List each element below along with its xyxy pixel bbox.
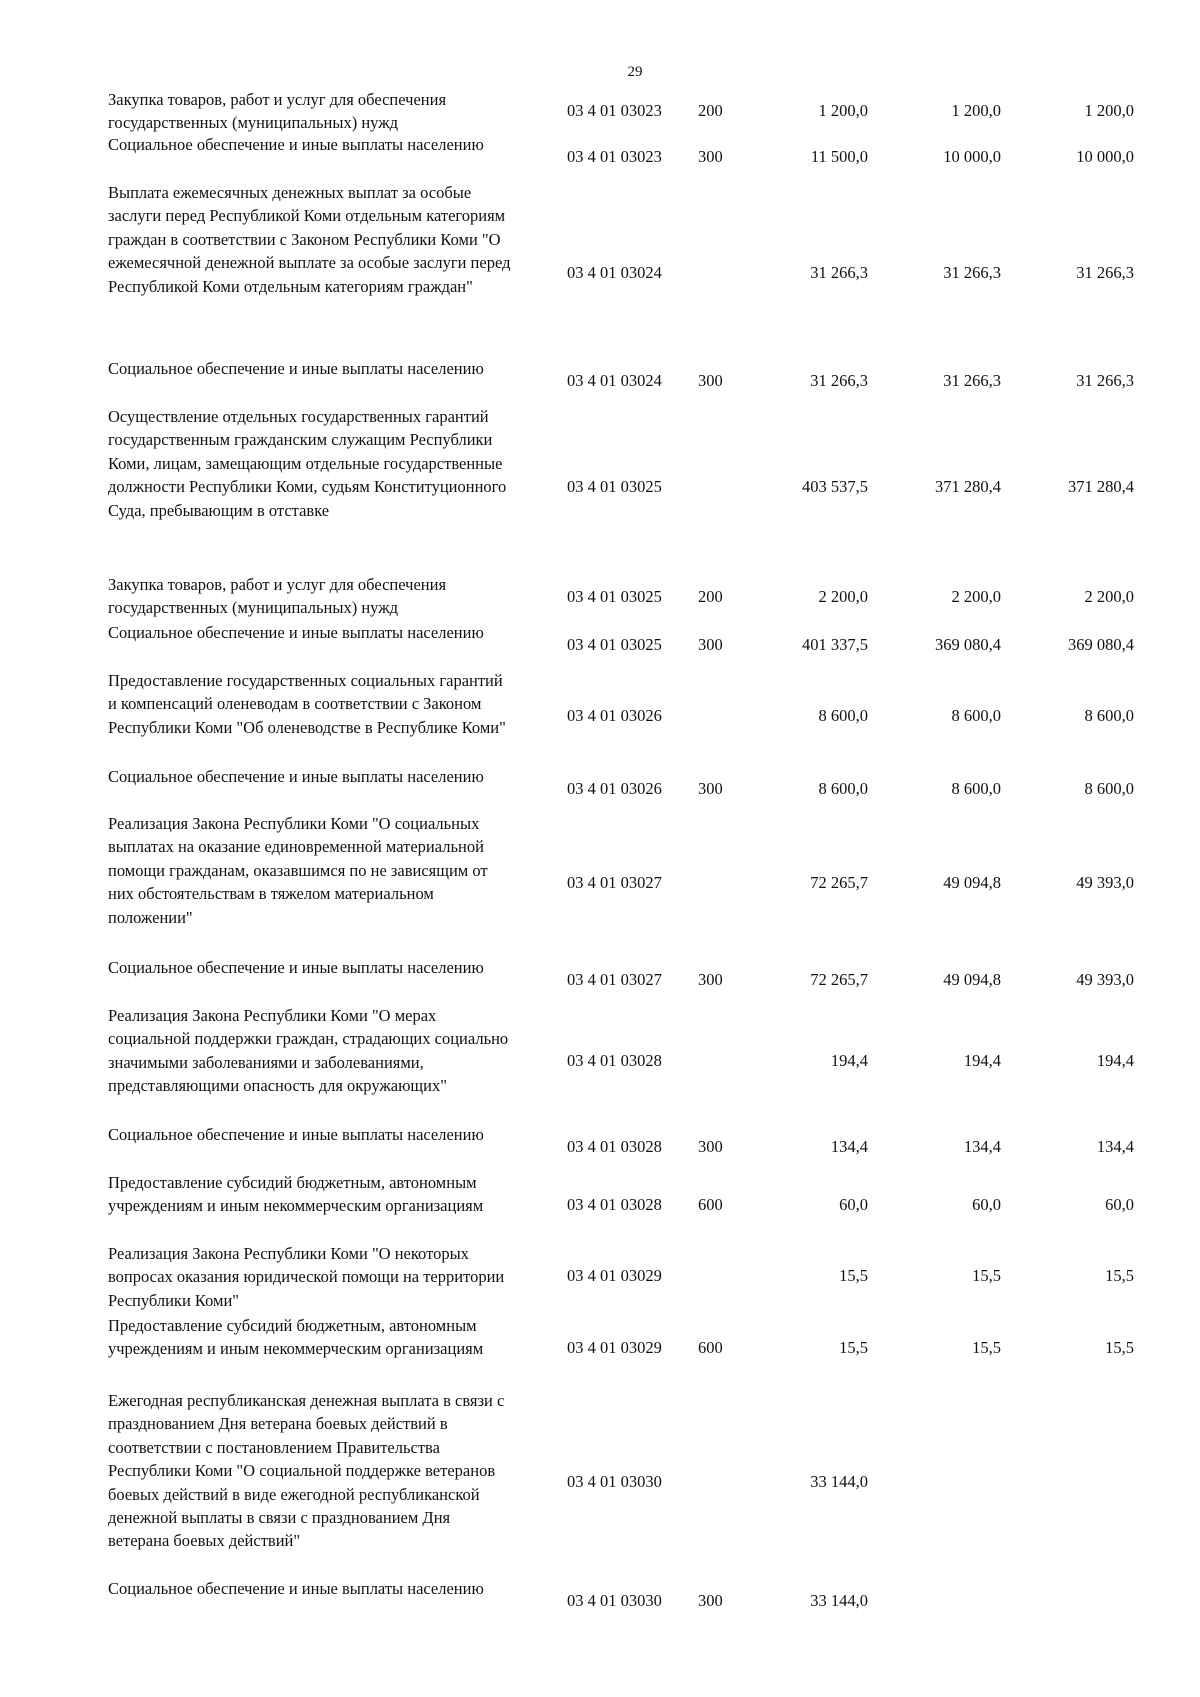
row-value-3: 8 600,0	[1084, 706, 1134, 725]
row-value-1: 8 600,0	[818, 706, 868, 725]
row-value-1: 134,4	[830, 1137, 868, 1156]
row-name: Реализация Закона Республики Коми "О социальных выплатах на оказание единовременной материальной помощи гражданам, оказавшимся по не зависящим от них обстоятельствам в тяжелом материальном положении"	[108, 814, 488, 927]
row-value-1: 8 600,0	[818, 779, 868, 798]
row-value-2: 60,0	[972, 1195, 1001, 1214]
row-code: 03 4 01 03028	[567, 1195, 662, 1214]
row-value-3: 60,0	[1105, 1195, 1134, 1214]
row-name: Ежегодная республиканская денежная выплата в связи с празднованием Дня ветерана боевых действий в соответствии с постановлением Правительства Республики Коми "О социальной поддержке ветеранов боевых действий в виде ежегодной республиканской денежной выплаты в связи с празднованием Дня ветерана боевых действий"	[108, 1391, 505, 1551]
row-type: 300	[698, 371, 723, 390]
row-value-3: 10 000,0	[1076, 147, 1134, 166]
row-value-3: 194,4	[1096, 1051, 1134, 1070]
row-value-3: 15,5	[1105, 1338, 1134, 1357]
row-value-2: 134,4	[963, 1137, 1001, 1156]
row-value-3: 31 266,3	[1076, 263, 1134, 282]
row-name: Социальное обеспечение и иные выплаты населению	[108, 767, 484, 786]
row-value-2: 369 080,4	[935, 635, 1001, 654]
row-code: 03 4 01 03025	[567, 477, 662, 496]
row-code: 03 4 01 03027	[567, 873, 662, 892]
row-type: 300	[698, 779, 723, 798]
row-type: 300	[698, 147, 723, 166]
row-code: 03 4 01 03029	[567, 1338, 662, 1357]
row-code: 03 4 01 03024	[567, 371, 662, 390]
row-value-1: 60,0	[839, 1195, 868, 1214]
row-code: 03 4 01 03030	[567, 1591, 662, 1610]
row-value-2: 1 200,0	[951, 101, 1001, 120]
row-value-2: 15,5	[972, 1266, 1001, 1285]
row-value-3: 49 393,0	[1076, 873, 1134, 892]
row-code: 03 4 01 03028	[567, 1051, 662, 1070]
row-name: Социальное обеспечение и иные выплаты населению	[108, 1125, 484, 1144]
row-name: Закупка товаров, работ и услуг для обеспечения государственных (муниципальных) нужд	[108, 575, 447, 618]
row-value-2: 194,4	[963, 1051, 1001, 1070]
row-code: 03 4 01 03029	[567, 1266, 662, 1285]
row-value-3: 2 200,0	[1084, 587, 1134, 606]
row-type: 200	[698, 101, 723, 120]
row-name: Предоставление субсидий бюджетным, автономным учреждениям и иным некоммерческим организациям	[108, 1316, 484, 1359]
row-value-2: 8 600,0	[951, 706, 1001, 725]
row-value-1: 2 200,0	[818, 587, 868, 606]
row-name: Предоставление государственных социальных гарантий и компенсаций оленеводам в соответствии с Законом Республики Коми "Об оленеводстве в Республике Коми"	[108, 671, 506, 737]
row-name: Предоставление субсидий бюджетным, автономным учреждениям и иным некоммерческим организациям	[108, 1173, 484, 1216]
row-value-1: 31 266,3	[810, 263, 868, 282]
row-value-2: 49 094,8	[943, 873, 1001, 892]
row-value-1: 33 144,0	[810, 1591, 868, 1610]
row-type: 300	[698, 1591, 723, 1610]
row-value-3: 371 280,4	[1068, 477, 1134, 496]
row-name: Социальное обеспечение и иные выплаты населению	[108, 958, 484, 977]
row-code: 03 4 01 03023	[567, 147, 662, 166]
row-value-3: 134,4	[1096, 1137, 1134, 1156]
row-value-3: 49 393,0	[1076, 970, 1134, 989]
row-value-1: 403 537,5	[802, 477, 868, 496]
row-value-1: 401 337,5	[802, 635, 868, 654]
row-name: Реализация Закона Республики Коми "О некоторых вопросах оказания юридической помощи на территории Республики Коми"	[108, 1244, 505, 1310]
row-code: 03 4 01 03025	[567, 587, 662, 606]
row-name: Социальное обеспечение и иные выплаты населению	[108, 623, 484, 642]
row-value-3: 369 080,4	[1068, 635, 1134, 654]
row-code: 03 4 01 03026	[567, 779, 662, 798]
row-type: 300	[698, 635, 723, 654]
row-code: 03 4 01 03030	[567, 1472, 662, 1491]
row-code: 03 4 01 03028	[567, 1137, 662, 1156]
row-code: 03 4 01 03025	[567, 635, 662, 654]
row-value-2: 31 266,3	[943, 263, 1001, 282]
row-value-1: 33 144,0	[810, 1472, 868, 1491]
row-value-2: 15,5	[972, 1338, 1001, 1357]
row-value-1: 11 500,0	[810, 147, 868, 166]
row-name: Выплата ежемесячных денежных выплат за особые заслуги перед Республикой Коми отдельным категориям граждан в соответствии с Законом Республики Коми "О ежемесячной денежной выплате за особые заслуги перед Республикой Коми отдельным категориям граждан"	[108, 183, 511, 296]
row-value-3: 8 600,0	[1084, 779, 1134, 798]
row-type: 600	[698, 1195, 723, 1214]
row-code: 03 4 01 03023	[567, 101, 662, 120]
row-value-2: 10 000,0	[943, 147, 1001, 166]
row-code: 03 4 01 03024	[567, 263, 662, 282]
row-value-1: 15,5	[839, 1338, 868, 1357]
row-value-1: 194,4	[830, 1051, 868, 1070]
row-type: 300	[698, 1137, 723, 1156]
row-name: Социальное обеспечение и иные выплаты населению	[108, 135, 484, 154]
row-value-3: 31 266,3	[1076, 371, 1134, 390]
row-value-2: 31 266,3	[943, 371, 1001, 390]
row-type: 300	[698, 970, 723, 989]
row-value-1: 1 200,0	[818, 101, 868, 120]
row-code: 03 4 01 03027	[567, 970, 662, 989]
row-name: Социальное обеспечение и иные выплаты населению	[108, 1579, 484, 1598]
row-value-2: 8 600,0	[951, 779, 1001, 798]
row-value-3: 15,5	[1105, 1266, 1134, 1285]
row-type: 200	[698, 587, 723, 606]
row-value-2: 371 280,4	[935, 477, 1001, 496]
row-name: Осуществление отдельных государственных гарантий государственным гражданским служащим Республики Коми, лицам, замещающим отдельные государственные должности Республики Коми, судьям Конституционного Суда, пребывающим в отставке	[108, 407, 507, 520]
row-name: Социальное обеспечение и иные выплаты населению	[108, 359, 484, 378]
row-value-2: 2 200,0	[951, 587, 1001, 606]
row-value-1: 31 266,3	[810, 371, 868, 390]
row-name: Закупка товаров, работ и услуг для обеспечения государственных (муниципальных) нужд	[108, 90, 447, 133]
row-value-2: 49 094,8	[943, 970, 1001, 989]
row-value-3: 1 200,0	[1084, 101, 1134, 120]
row-type: 600	[698, 1338, 723, 1357]
row-name: Реализация Закона Республики Коми "О мерах социальной поддержки граждан, страдающих социально значимыми заболеваниями и заболеваниями, представляющими опасность для окружающих"	[108, 1006, 509, 1096]
page-number: 29	[627, 64, 643, 80]
row-value-1: 72 265,7	[810, 873, 868, 892]
row-code: 03 4 01 03026	[567, 706, 662, 725]
row-value-1: 72 265,7	[810, 970, 868, 989]
row-value-1: 15,5	[839, 1266, 868, 1285]
